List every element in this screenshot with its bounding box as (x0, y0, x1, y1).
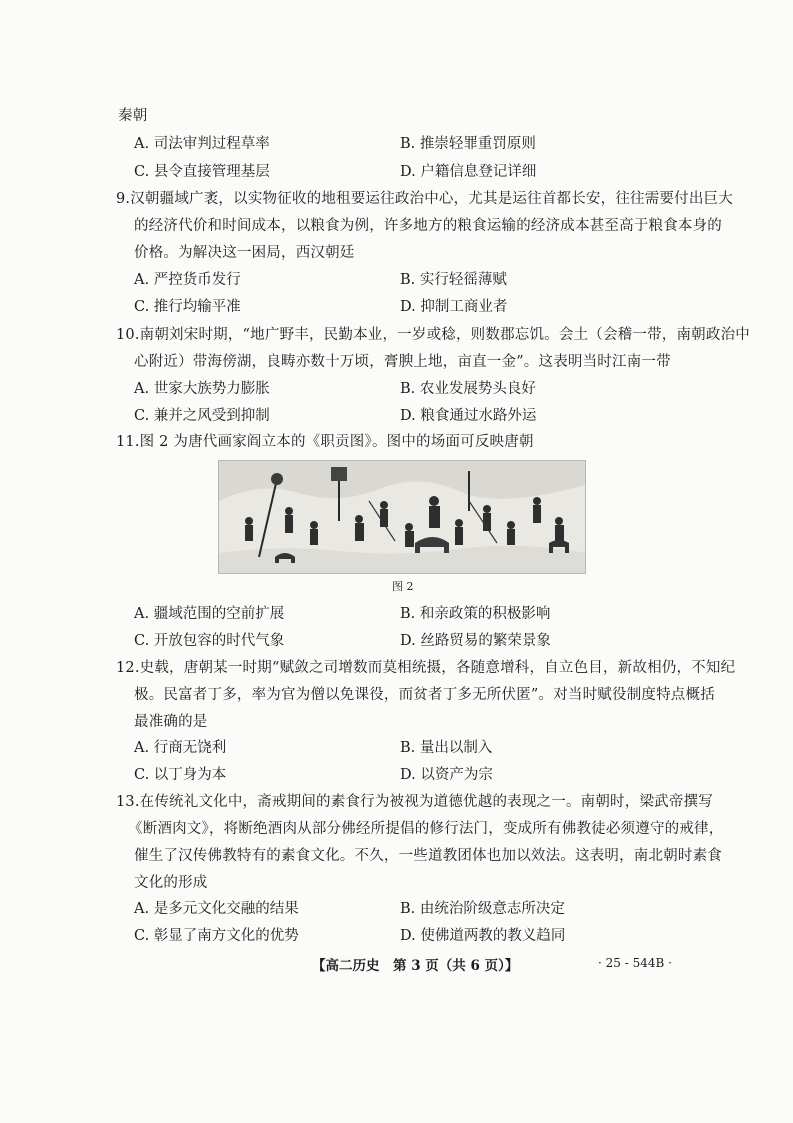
q13-stem-line: 《断酒肉文》，将断绝酒肉从部分佛经所提倡的修行法门，变成所有佛教徒必须遵守的戒律， (128, 821, 724, 837)
q10-option-c[interactable]: C. 兼并之风受到抑制 (134, 408, 270, 424)
q12-stem-line: 12.史载，唐朝某一时期“赋敛之司增数而莫相统摄，各随意增科，自立色目，新故相仍，不知纪 (116, 660, 736, 676)
q13-option-d[interactable]: D. 使佛道两教的教义趋同 (400, 928, 566, 944)
q11-option-b[interactable]: B. 和亲政策的积极影响 (400, 606, 551, 622)
q9-stem-line: 价格。为解决这一困局，西汉朝廷 (134, 245, 355, 261)
q9-option-c[interactable]: C. 推行均输平准 (134, 299, 241, 315)
q13-stem-line: 13.在传统礼文化中，斋戒期间的素食行为被视为道德优越的表现之一。南朝时，梁武帝撰写 (116, 794, 713, 810)
q13-stem-line: 催生了汉传佛教特有的素食文化。不久，一些道教团体也加以效法。这表明，南北朝时素食 (134, 848, 722, 864)
painting-illustration (219, 461, 585, 573)
q12-option-d[interactable]: D. 以资产为宗 (400, 767, 493, 783)
q12-option-c[interactable]: C. 以丁身为本 (134, 767, 227, 783)
q10-stem-line: 心附近）带海傍湖，良畴亦数十万顷，膏腴上地，亩直一金”。这表明当时江南一带 (134, 354, 671, 370)
painting-figure (218, 460, 586, 574)
q13-option-c[interactable]: C. 彰显了南方文化的优势 (134, 928, 299, 944)
q8-option-a[interactable]: A. 司法审判过程草率 (134, 136, 270, 152)
q11-option-c[interactable]: C. 开放包容的时代气象 (134, 633, 285, 649)
q9-option-b[interactable]: B. 实行轻徭薄赋 (400, 272, 507, 288)
q8-option-b[interactable]: B. 推崇轻罪重罚原则 (400, 136, 536, 152)
q13-option-b[interactable]: B. 由统治阶级意志所决定 (400, 901, 565, 917)
q11-option-d[interactable]: D. 丝路贸易的繁荣景象 (400, 633, 551, 649)
q10-option-d[interactable]: D. 粮食通过水路外运 (400, 408, 537, 424)
q9-option-a[interactable]: A. 严控货币发行 (134, 272, 241, 288)
q12-stem-line: 最准确的是 (134, 714, 208, 730)
q10-option-b[interactable]: B. 农业发展势头良好 (400, 381, 536, 397)
q9-stem-line: 9.汉朝疆域广袤，以实物征收的地租要运往政治中心，尤其是运往首都长安，往往需要付出巨大 (116, 191, 733, 207)
page-footer-code: · 25 - 544B · (598, 956, 672, 970)
q13-stem-line: 文化的形成 (134, 875, 208, 891)
q11-option-a[interactable]: A. 疆域范围的空前扩展 (134, 606, 285, 622)
figure-caption: 图 2 (392, 580, 414, 593)
q13-option-a[interactable]: A. 是多元文化交融的结果 (134, 901, 299, 917)
q11-stem-line: 11.图 2 为唐代画家阎立本的《职贡图》。图中的场面可反映唐朝 (116, 434, 534, 450)
q8-tail-text: 秦朝 (118, 108, 148, 124)
q9-option-d[interactable]: D. 抑制工商业者 (400, 299, 508, 315)
q10-option-a[interactable]: A. 世家大族势力膨胀 (134, 381, 270, 397)
q8-option-c[interactable]: C. 县令直接管理基层 (134, 164, 270, 180)
q12-option-a[interactable]: A. 行商无饶利 (134, 740, 227, 756)
q8-option-d[interactable]: D. 户籍信息登记详细 (400, 164, 537, 180)
q12-option-b[interactable]: B. 量出以制入 (400, 740, 493, 756)
q12-stem-line: 极。民富者丁多，率为官为僧以免课役，而贫者丁多无所伏匿”。对当时赋役制度特点概括 (134, 687, 715, 703)
q10-stem-line: 10.南朝刘宋时期，“地广野丰，民勤本业，一岁或稔，则数郡忘饥。会土（会稽一带，南朝政治中 (116, 327, 750, 343)
page-footer-title: 【高二历史 第 3 页（共 6 页）】 (312, 958, 519, 974)
q9-stem-line: 的经济代价和时间成本，以粮食为例，许多地方的粮食运输的经济成本甚至高于粮食本身的 (134, 218, 722, 234)
